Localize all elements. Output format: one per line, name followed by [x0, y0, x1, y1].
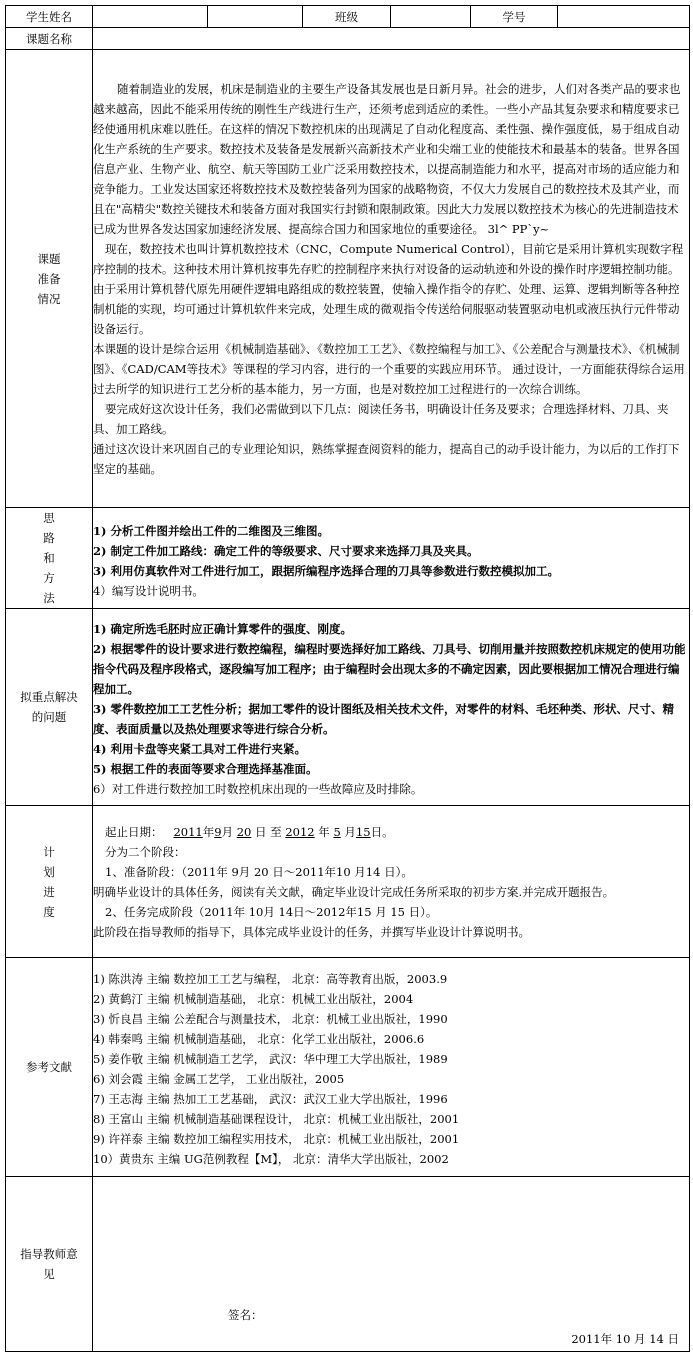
prep-paragraph: 本课题的设计是综合运用《机械制造基础》、《数控加工工艺》、《数控编程与加工》、《公差配合与测量技术》、《机械制图》、《CAD/CAM等技术》等课程的学习内容，进行的一个重要的实践应用环节。 通过设计，一方面能获得综合运用过去所学的知识进行工艺分析的基本能力，另一方面，也是对数控加工过程进行的一次综合训练。: [93, 341, 685, 396]
approach-content: [93, 508, 690, 609]
advisor-label-line: 见: [43, 1267, 55, 1281]
problem-item: 5) 根据工件的表面等要求合理选择基准面。: [93, 762, 318, 776]
approach-item: 3) 利用仿真软件对工件进行加工，跟据所编程序选择合理的刀具等参数进行数控模拟加工。: [93, 564, 559, 578]
prep-paragraph: 随着制造业的发展，机床是制造业的主要生产设备其发展也是日新月异。社会的进步，人们对各类产品的要求也越来越高，因此不能采用传统的刚性生产线进行生产，还须考虑到适应的柔性。一些小产品其复杂要求和精度要求已经使通用机床难以胜任。在这样的情况下数控机床的出现满足了自动化程度高、柔性强、操作强度低，易于组成自动化生产系统的生产要求。数控技术及装备是发展新兴高新技术产业和尖端工业的使能技术和最基本的装备。世界各国信息产业、生物产业、航空、航天等国防工业广泛采用数控技术，以提高制造能力和水平，提高对市场的适应能力和竞争能力。工业发达国家还将数控技术及数控装备列为国家的战略物资，不仅大力发展自己的数控技术及其产业，而且在"高精尖"数控关键技术和装备方面对我国实行封锁和限制政策。因此大力发展以数控技术为核心的先进制造技术已成为世界各发达国家加速经济发展、提高综合国力和国家地位的重要途径。 3l^ PP`y~: [93, 81, 681, 236]
stage2: 2、任务完成阶段（2011年 10月 14日～2012年15 月 15 日）。: [105, 904, 438, 919]
schedule-label-line: 度: [43, 904, 55, 919]
problems-label-line: 的问题: [31, 710, 67, 724]
schedule-row: [6, 806, 690, 958]
prep-row: [6, 50, 690, 508]
approach-row: [6, 508, 690, 609]
schedule-content: [93, 806, 690, 958]
advisor-label: [6, 1177, 93, 1352]
reference-item: 2) 黄鹤汀 主编 机械制造基础， 北京：机械工业出版社，2004: [93, 992, 414, 1006]
advisor-comment-box[interactable]: [93, 1177, 690, 1352]
prep-label-line: 情况: [37, 291, 61, 306]
approach-label-line: 路: [43, 531, 55, 545]
proposal-form-table: [5, 5, 690, 1352]
day-char: 日: [255, 824, 267, 839]
prep-paragraph: 通过这次设计来巩固自己的专业理论知识，熟练掌握查阅资料的能力，提高自己的动手设计能力，为以后的工作打下坚定的基础。: [93, 441, 680, 476]
signature-label: 签名：: [228, 1308, 263, 1322]
schedule-label-line: 计: [43, 844, 55, 859]
stage1: 1、准备阶段：（2011年 9月 20 日～2011年10 月14 日）。: [105, 864, 413, 879]
month-char: 月: [221, 824, 234, 839]
two-stages: 分为二个阶段：: [105, 844, 186, 859]
prep-label-line: 课题: [37, 251, 61, 266]
approach-label-line: 法: [43, 591, 55, 605]
topic-name-label: 课题名称: [6, 28, 93, 50]
prep-label-line: 准备: [37, 271, 61, 286]
start-prefix: 起止日期：: [105, 824, 163, 839]
approach-label: [6, 508, 93, 609]
reference-item: 9) 许祥泰 主编 数控加工编程实用技术， 北京：机械工业出版社，2001: [93, 1132, 460, 1146]
advisor-label-line: 指导教师意: [20, 1247, 78, 1261]
topic-row: [6, 28, 690, 50]
reference-item: 1) 陈洪涛 主编 数控加工工艺与编程， 北京：高等教育出版，2003.9: [93, 972, 448, 986]
class-value[interactable]: [391, 6, 471, 28]
schedule-label-line: 划: [43, 864, 55, 879]
stage2-desc: 此阶段在指导教师的指导下，具体完成毕业设计的任务，并撰写毕业设计计算说明书。: [93, 924, 530, 939]
reference-item: 7) 王志海 主编 热加工工艺基础， 武汉：武汉工业大学出版社，1996: [93, 1092, 448, 1106]
start-year: 2011: [173, 824, 203, 839]
advisor-date: 2011年 10 月 14 日: [571, 1332, 679, 1346]
approach-label-line: 和: [43, 551, 55, 565]
student-name-label: 学生姓名: [6, 6, 93, 28]
approach-item: 1) 分析工件图并绘出工件的二维图及三维图。: [93, 524, 329, 538]
schedule-dates: [93, 822, 689, 842]
student-name-value-ext[interactable]: [208, 6, 303, 28]
year-char: 年: [202, 824, 215, 839]
prep-paragraph: 现在，数控技术也叫计算机数控技术（CNC，Compute Numerical Control），目前它是采用计算机实现数字程序控制的技术。这种技术用计算机按事先存贮的控制程序来执行对设备的运动轨迹和外设的操作时序逻辑控制功能。由于采用计算机替代原先用硬件逻辑电路组成的数控装置，使输入操作指令的存贮、处理、运算、逻辑判断等各种控制机能的实现，均可通过计算机软件来完成，处理生成的微观指令传送给伺服驱动装置驱动电机或液压执行元件带动设备运行。: [93, 241, 684, 336]
problem-item: 1) 确定所选毛胚时应正确计算零件的强度、刚度。: [93, 622, 352, 636]
prep-content: [93, 50, 690, 508]
problem-item: 4) 利用卡盘等夹紧工具对工件进行夹紧。: [93, 742, 306, 756]
class-label: 班级: [303, 6, 391, 28]
problem-item: 3) 零件数控加工工艺性分析；据加工零件的设计图纸及相关技术文件，对零件的材料、毛坯种类、形状、尺寸、精度、表面质量以及热处理要求等进行综合分析。: [93, 702, 674, 736]
start-month: 9: [214, 824, 222, 839]
header-row: [6, 6, 690, 28]
approach-label-line: 方: [43, 571, 55, 585]
day-char: 日: [370, 824, 383, 839]
prep-label: [6, 50, 93, 508]
problem-item: 2) 根据零件的设计要求进行数控编程，编程时要选择好加工路线、刀具号、切削用量并按照数控机床规定的使用功能指令代码及程序段格式，逐段编写加工程序；由于编程时会出现太多的不确定因素，因此要根据加工情况合理进行编程加工。: [93, 642, 686, 696]
end-year: 2012: [285, 824, 315, 839]
reference-item: 10）黄贵东 主编 UG范例教程【M】， 北京：清华大学出版社，2002: [93, 1152, 449, 1166]
reference-item: 8) 王富山 主编 机械制造基础课程设计， 北京：机械工业出版社，2001: [93, 1112, 460, 1126]
student-name-value[interactable]: [93, 6, 208, 28]
start-day: 20: [236, 824, 252, 839]
references-content: [93, 958, 690, 1177]
month-char: 月: [344, 824, 356, 839]
problems-label-line: 拟重点解决: [20, 690, 78, 704]
stage1-desc: 明确毕业设计的具体任务，阅读有关文献，确定毕业设计完成任务所采取的初步方案.并完成开题报告。: [93, 884, 615, 899]
approach-item: 2) 制定工件加工路线：确定工件的等级要求、尺寸要求来选择刀具及夹具。: [93, 544, 479, 558]
reference-item: 4) 韩秦鸣 主编 机械制造基础， 北京：化学工业出版社，2006.6: [93, 1032, 425, 1046]
student-id-value[interactable]: [558, 6, 690, 28]
reference-item: 5) 姜作敬 主编 机械制造工艺学， 武汉：华中理工大学出版社，1989: [93, 1052, 448, 1066]
end-day: 15: [355, 824, 371, 839]
year-char: 年: [318, 824, 330, 839]
problems-label: [6, 609, 93, 806]
end-month: 5: [333, 824, 341, 839]
advisor-row: [6, 1177, 690, 1352]
approach-item: 4）编写设计说明书。: [93, 584, 204, 598]
to-text: 至: [270, 824, 282, 839]
topic-name-value[interactable]: [93, 28, 690, 50]
schedule-label-line: 进: [43, 884, 55, 899]
problems-content: [93, 609, 690, 806]
references-label: 参考文献: [6, 958, 93, 1177]
student-id-label: 学号: [471, 6, 558, 28]
reference-item: 6) 刘会霞 主编 金属工艺学， 工业出版社，2005: [93, 1072, 345, 1086]
prep-paragraph: 要完成好这次设计任务，我们必需做到以下几点：阅读任务书，明确设计任务及要求；合理选择材料、刀具、夹具、加工路线。: [93, 401, 669, 436]
problem-item: 6）对工件进行数控加工时数控机床出现的一些故障应及时排除。: [93, 782, 423, 796]
schedule-label: [6, 806, 93, 958]
problems-row: [6, 609, 690, 806]
references-row: [6, 958, 690, 1177]
approach-label-line: 思: [43, 511, 55, 525]
end-suffix: 。: [382, 824, 394, 839]
reference-item: 3) 忻良昌 主编 公差配合与测量技术， 北京：机械工业出版社，1990: [93, 1012, 448, 1026]
